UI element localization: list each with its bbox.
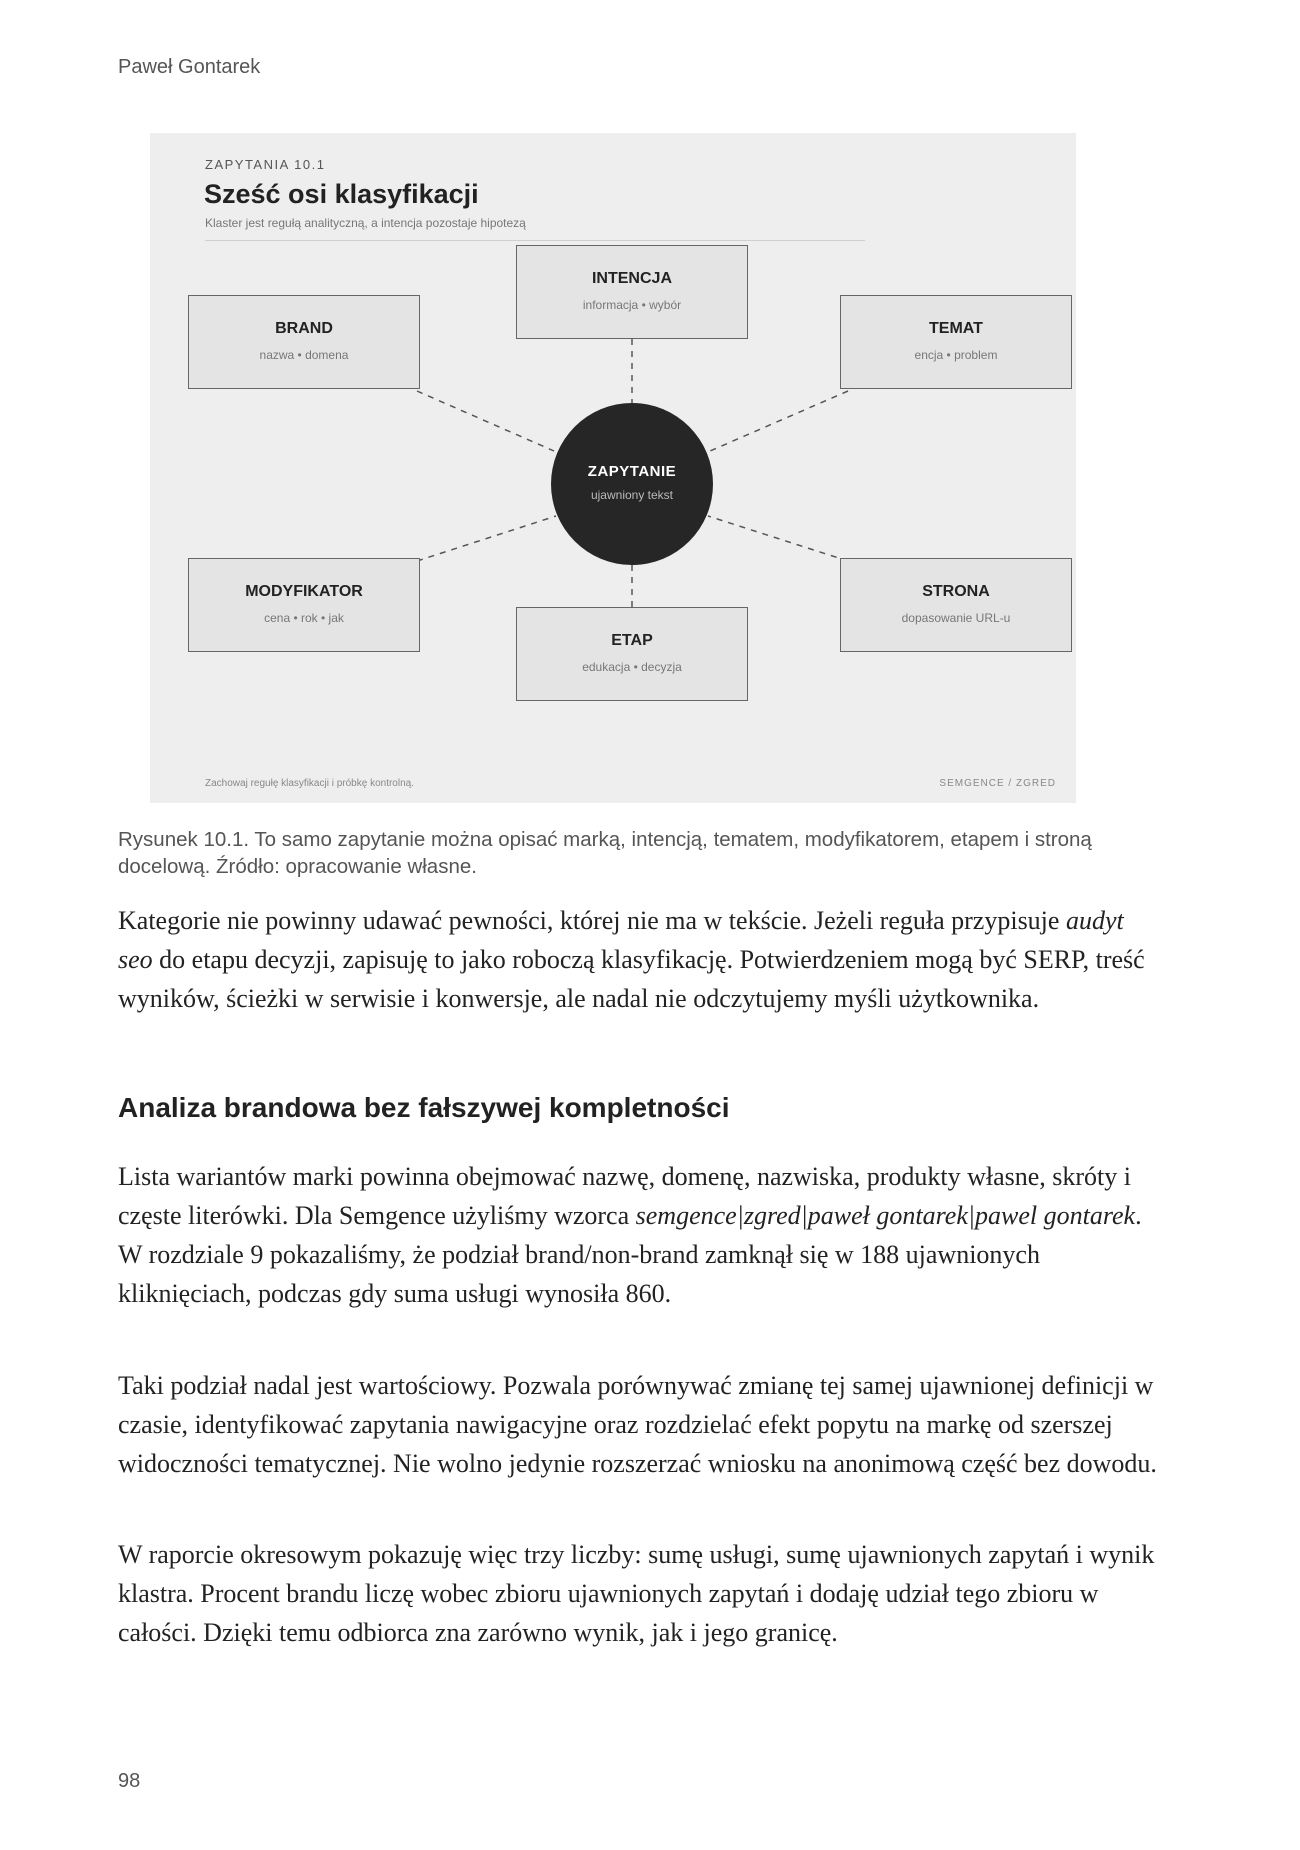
paragraph-3-text: Taki podział nadal jest wartościowy. Pozwala porównywać zmianę tej samej ujawnionej definicji w czasie, identyfikować zapytania nawigacyjne oraz rozdzielać efekt popytu na markę od szerszej widoczności tematycznej. Nie wolno jedynie rozszerzać wniosku na anonimową część bez dowodu. <box>118 1371 1157 1478</box>
running-head: Paweł Gontarek <box>118 56 261 78</box>
box-intencja-subtitle: informacja • wybór <box>582 298 682 312</box>
center-node <box>551 403 713 565</box>
box-brand-title: BRAND <box>275 320 333 337</box>
box-intencja-title: INTENCJA <box>591 270 672 287</box>
box-intencja <box>516 245 748 339</box>
connector-strona <box>708 516 848 561</box>
box-brand <box>188 295 420 389</box>
box-brand-subtitle: nazwa • domena <box>259 348 349 362</box>
connector-modyfikator <box>417 516 556 561</box>
center-title: ZAPYTANIE <box>587 463 677 480</box>
paragraph-2-emphasis: semgence|zgred|paweł gontarek|pawel gontarek <box>635 1201 1136 1230</box>
figure-footer-note: Zachowaj regułę klasyfikacji i próbkę kontrolną. <box>205 778 414 789</box>
box-strona <box>840 558 1072 652</box>
connector-brand <box>417 391 554 451</box>
box-temat-title: TEMAT <box>929 320 983 337</box>
box-strona-subtitle: dopasowanie URL-u <box>901 611 1011 625</box>
box-modyfikator <box>188 558 420 652</box>
figure-footer-credit: SEMGENCE / ZGRED <box>939 778 1056 789</box>
box-etap <box>516 607 748 701</box>
section-heading: Analiza brandowa bez fałszywej kompletności <box>118 1092 730 1123</box>
figure-title: Sześć osi klasyfikacji <box>204 179 479 209</box>
paragraph-3 <box>118 1366 1158 1483</box>
box-strona-title: STRONA <box>922 583 990 600</box>
box-modyfikator-subtitle: cena • rok • jak <box>264 611 344 625</box>
connector-temat <box>710 391 848 451</box>
paragraph-1-text-a: Kategorie nie powinny udawać pewności, której nie ma w tekście. Jeżeli reguła przypisuje <box>118 906 1066 935</box>
figure-diagram <box>150 133 1076 803</box>
center-subtitle: ujawniony tekst <box>590 488 674 502</box>
figure-subtitle: Klaster jest regułą analityczną, a intencja pozostaje hipotezą <box>205 216 526 230</box>
box-etap-subtitle: edukacja • decyzja <box>582 660 682 674</box>
box-temat-subtitle: encja • problem <box>914 348 998 362</box>
paragraph-4-text: W raporcie okresowym pokazuję więc trzy liczby: sumę usługi, sumę ujawnionych zapytań i wynik klastra. Procent brandu liczę wobec zbioru ujawnionych zapytań i dodaję udział tego zbioru w całości. Dzięki temu odbiorca zna zarówno wynik, jak i jego granicę. <box>118 1540 1155 1647</box>
figure-caption: Rysunek 10.1. To samo zapytanie można opisać marką, intencją, tematem, modyfikatorem, etapem i stroną docelową. Źródło: opracowanie własne. <box>118 828 1092 878</box>
paragraph-1-emphasis: audyt seo <box>118 906 1124 974</box>
figure-kicker: ZAPYTANIA 10.1 <box>205 157 326 172</box>
box-modyfikator-title: MODYFIKATOR <box>245 583 363 600</box>
paragraph-1 <box>118 901 1158 1018</box>
paragraph-2-text-a: Lista wariantów marki powinna obejmować nazwę, domenę, nazwiska, produkty własne, skróty i częste literówki. Dla Semgence użyliśmy wzorca <box>118 1162 1131 1230</box>
page-number: 98 <box>118 1770 141 1792</box>
paragraph-2-text-c: . W rozdziale 9 pokazaliśmy, że podział brand/non-brand zamknął się w 188 ujawnionych kliknięciach, podczas gdy suma usługi wynosiła 860. <box>118 1201 1142 1308</box>
paragraph-4 <box>118 1535 1158 1652</box>
box-temat <box>840 295 1072 389</box>
paragraph-1-text-c: do etapu decyzji, zapisuję to jako roboczą klasyfikację. Potwierdzeniem mogą być SERP, treść wyników, ścieżki w serwisie i konwersje, ale nadal nie odczytujemy myśli użytkownika. <box>118 945 1145 1013</box>
paragraph-2 <box>118 1157 1158 1313</box>
box-etap-title: ETAP <box>611 632 653 649</box>
